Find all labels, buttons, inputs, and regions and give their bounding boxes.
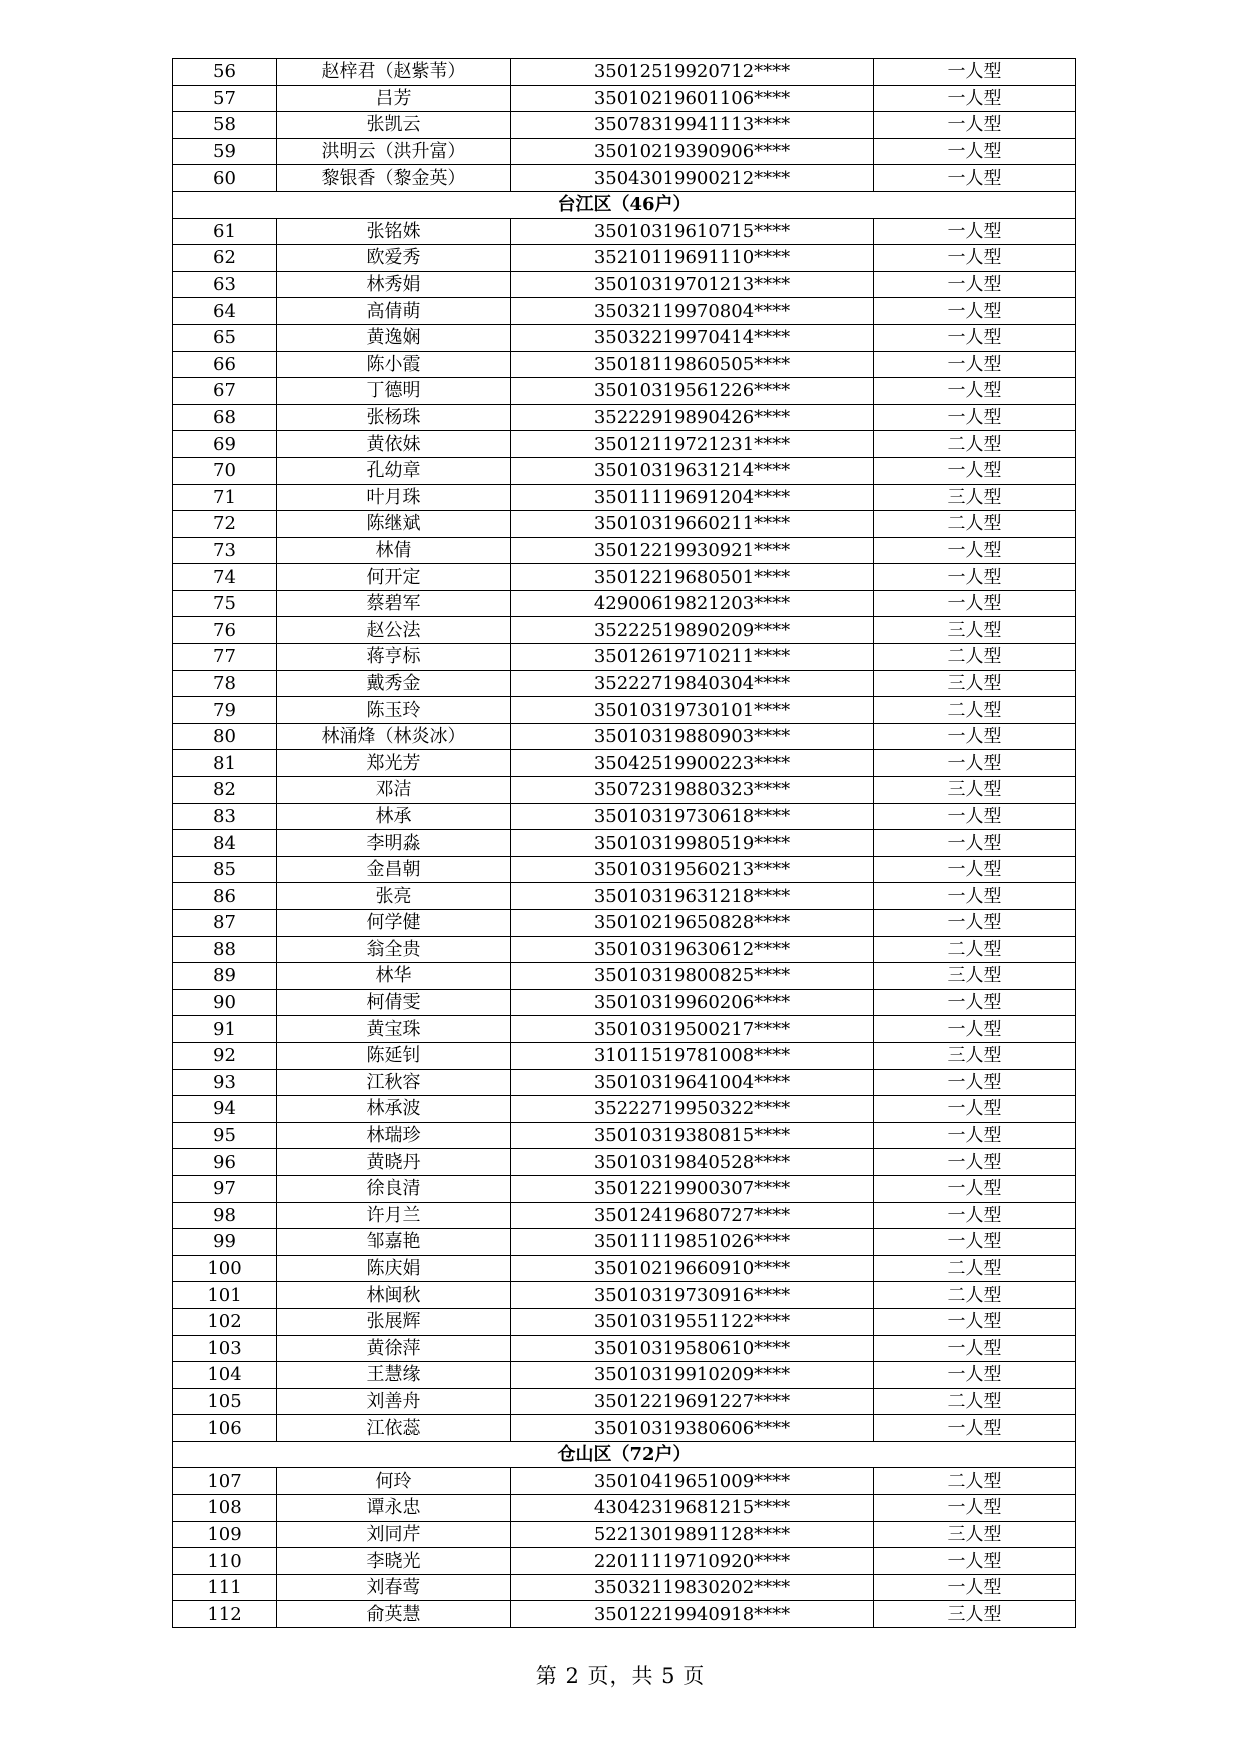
person-name: 俞英慧 — [277, 1601, 511, 1628]
person-name: 黄依妹 — [277, 431, 511, 458]
id-number: 52213019891128**** — [511, 1521, 874, 1548]
id-number: 35010319960206**** — [511, 989, 874, 1016]
table-row — [173, 511, 1076, 538]
person-name: 黎银香（黎金英） — [277, 165, 511, 192]
table-row — [173, 697, 1076, 724]
household-type: 二人型 — [874, 1468, 1076, 1495]
person-name: 金昌朝 — [277, 856, 511, 883]
row-number: 77 — [173, 644, 277, 671]
household-type: 一人型 — [874, 590, 1076, 617]
id-number: 42900619821203**** — [511, 590, 874, 617]
row-number: 90 — [173, 989, 277, 1016]
id-number: 35012519920712**** — [511, 59, 874, 86]
row-number: 65 — [173, 324, 277, 351]
id-number: 35010219601106**** — [511, 85, 874, 112]
household-type: 一人型 — [874, 1308, 1076, 1335]
id-number: 35012419680727**** — [511, 1202, 874, 1229]
household-type: 一人型 — [874, 883, 1076, 910]
household-table — [172, 58, 1076, 1628]
table-row — [173, 989, 1076, 1016]
id-number: 35012219691227**** — [511, 1388, 874, 1415]
id-number: 35042519900223**** — [511, 750, 874, 777]
id-number: 35010319380606**** — [511, 1415, 874, 1442]
household-type: 三人型 — [874, 484, 1076, 511]
table-row — [173, 830, 1076, 857]
table-row — [173, 1574, 1076, 1601]
row-number: 82 — [173, 777, 277, 804]
section-header-row — [173, 1441, 1076, 1468]
row-number: 67 — [173, 378, 277, 405]
person-name: 翁全贵 — [277, 936, 511, 963]
table-row — [173, 85, 1076, 112]
household-type: 二人型 — [874, 644, 1076, 671]
row-number: 59 — [173, 138, 277, 165]
table-row — [173, 670, 1076, 697]
row-number: 106 — [173, 1415, 277, 1442]
person-name: 吕芳 — [277, 85, 511, 112]
household-type: 一人型 — [874, 723, 1076, 750]
row-number: 57 — [173, 85, 277, 112]
person-name: 林瑞珍 — [277, 1122, 511, 1149]
person-name: 戴秀金 — [277, 670, 511, 697]
person-name: 谭永忠 — [277, 1495, 511, 1522]
household-table-body — [173, 59, 1076, 1628]
household-type: 一人型 — [874, 165, 1076, 192]
id-number: 35012219680501**** — [511, 564, 874, 591]
table-row — [173, 59, 1076, 86]
household-type: 一人型 — [874, 351, 1076, 378]
table-row — [173, 351, 1076, 378]
household-type: 一人型 — [874, 245, 1076, 272]
table-row — [173, 1548, 1076, 1575]
household-type: 一人型 — [874, 750, 1076, 777]
person-name: 林闽秋 — [277, 1282, 511, 1309]
person-name: 黄宝珠 — [277, 1016, 511, 1043]
household-type: 三人型 — [874, 1042, 1076, 1069]
household-type: 一人型 — [874, 803, 1076, 830]
row-number: 88 — [173, 936, 277, 963]
row-number: 83 — [173, 803, 277, 830]
id-number: 35012219940918**** — [511, 1601, 874, 1628]
row-number: 66 — [173, 351, 277, 378]
table-row — [173, 644, 1076, 671]
section-header-row — [173, 191, 1076, 218]
row-number: 69 — [173, 431, 277, 458]
row-number: 93 — [173, 1069, 277, 1096]
id-number: 35010219650828**** — [511, 910, 874, 937]
person-name: 陈庆娟 — [277, 1255, 511, 1282]
row-number: 104 — [173, 1362, 277, 1389]
household-type: 一人型 — [874, 1362, 1076, 1389]
household-type: 一人型 — [874, 1069, 1076, 1096]
id-number: 35043019900212**** — [511, 165, 874, 192]
id-number: 35010219660910**** — [511, 1255, 874, 1282]
id-number: 35010319880903**** — [511, 723, 874, 750]
household-type: 三人型 — [874, 617, 1076, 644]
id-number: 35032119970804**** — [511, 298, 874, 325]
table-row — [173, 856, 1076, 883]
table-row — [173, 112, 1076, 139]
row-number: 101 — [173, 1282, 277, 1309]
row-number: 68 — [173, 404, 277, 431]
person-name: 赵公法 — [277, 617, 511, 644]
row-number: 58 — [173, 112, 277, 139]
table-row — [173, 1468, 1076, 1495]
row-number: 62 — [173, 245, 277, 272]
person-name: 王慧缘 — [277, 1362, 511, 1389]
id-number: 35010319641004**** — [511, 1069, 874, 1096]
table-row — [173, 723, 1076, 750]
person-name: 何玲 — [277, 1468, 511, 1495]
id-number: 35010319980519**** — [511, 830, 874, 857]
id-number: 35010319910209**** — [511, 1362, 874, 1389]
person-name: 张凯云 — [277, 112, 511, 139]
id-number: 35010319580610**** — [511, 1335, 874, 1362]
id-number: 35078319941113**** — [511, 112, 874, 139]
person-name: 洪明云（洪升富） — [277, 138, 511, 165]
person-name: 蒋亨标 — [277, 644, 511, 671]
household-type: 一人型 — [874, 856, 1076, 883]
id-number: 35010319840528**** — [511, 1149, 874, 1176]
household-type: 一人型 — [874, 85, 1076, 112]
id-number: 35011119851026**** — [511, 1229, 874, 1256]
household-type: 一人型 — [874, 537, 1076, 564]
row-number: 76 — [173, 617, 277, 644]
household-type: 一人型 — [874, 1229, 1076, 1256]
person-name: 李晓光 — [277, 1548, 511, 1575]
table-row — [173, 777, 1076, 804]
id-number: 43042319681215**** — [511, 1495, 874, 1522]
id-number: 35222519890209**** — [511, 617, 874, 644]
row-number: 60 — [173, 165, 277, 192]
id-number: 35010319380815**** — [511, 1122, 874, 1149]
household-type: 一人型 — [874, 564, 1076, 591]
household-type: 一人型 — [874, 457, 1076, 484]
table-row — [173, 1362, 1076, 1389]
id-number: 31011519781008**** — [511, 1042, 874, 1069]
row-number: 100 — [173, 1255, 277, 1282]
person-name: 张亮 — [277, 883, 511, 910]
person-name: 蔡碧军 — [277, 590, 511, 617]
table-row — [173, 138, 1076, 165]
table-row — [173, 431, 1076, 458]
row-number: 72 — [173, 511, 277, 538]
table-row — [173, 1096, 1076, 1123]
id-number: 35032119830202**** — [511, 1574, 874, 1601]
table-row — [173, 1202, 1076, 1229]
row-number: 73 — [173, 537, 277, 564]
id-number: 35010319730101**** — [511, 697, 874, 724]
id-number: 35010319701213**** — [511, 271, 874, 298]
id-number: 35010319561226**** — [511, 378, 874, 405]
table-row — [173, 324, 1076, 351]
row-number: 110 — [173, 1548, 277, 1575]
person-name: 孔幼章 — [277, 457, 511, 484]
person-name: 林承波 — [277, 1096, 511, 1123]
person-name: 林倩 — [277, 537, 511, 564]
person-name: 陈玉玲 — [277, 697, 511, 724]
table-row — [173, 617, 1076, 644]
person-name: 刘春莺 — [277, 1574, 511, 1601]
row-number: 96 — [173, 1149, 277, 1176]
id-number: 35222719950322**** — [511, 1096, 874, 1123]
id-number: 35032219970414**** — [511, 324, 874, 351]
household-type: 二人型 — [874, 697, 1076, 724]
household-type: 一人型 — [874, 112, 1076, 139]
household-type: 一人型 — [874, 1335, 1076, 1362]
row-number: 74 — [173, 564, 277, 591]
person-name: 林涌烽（林炎冰） — [277, 723, 511, 750]
household-type: 二人型 — [874, 431, 1076, 458]
id-number: 35010319660211**** — [511, 511, 874, 538]
person-name: 张杨珠 — [277, 404, 511, 431]
person-name: 何开定 — [277, 564, 511, 591]
row-number: 98 — [173, 1202, 277, 1229]
person-name: 黄徐萍 — [277, 1335, 511, 1362]
row-number: 61 — [173, 218, 277, 245]
person-name: 刘善舟 — [277, 1388, 511, 1415]
person-name: 邓洁 — [277, 777, 511, 804]
table-row — [173, 1521, 1076, 1548]
row-number: 107 — [173, 1468, 277, 1495]
household-type: 一人型 — [874, 1175, 1076, 1202]
row-number: 95 — [173, 1122, 277, 1149]
row-number: 103 — [173, 1335, 277, 1362]
household-type: 一人型 — [874, 1122, 1076, 1149]
household-type: 一人型 — [874, 989, 1076, 1016]
id-number: 35072319880323**** — [511, 777, 874, 804]
person-name: 刘同芹 — [277, 1521, 511, 1548]
id-number: 35010319551122**** — [511, 1308, 874, 1335]
id-number: 35222919890426**** — [511, 404, 874, 431]
table-row — [173, 1308, 1076, 1335]
household-type: 一人型 — [874, 1149, 1076, 1176]
table-row — [173, 1255, 1076, 1282]
id-number: 35010319730916**** — [511, 1282, 874, 1309]
table-row — [173, 218, 1076, 245]
id-number: 35010419651009**** — [511, 1468, 874, 1495]
table-row — [173, 936, 1076, 963]
id-number: 35011119691204**** — [511, 484, 874, 511]
person-name: 李明淼 — [277, 830, 511, 857]
table-row — [173, 457, 1076, 484]
person-name: 丁德明 — [277, 378, 511, 405]
household-type: 一人型 — [874, 1574, 1076, 1601]
person-name: 黄逸娴 — [277, 324, 511, 351]
id-number: 35012219930921**** — [511, 537, 874, 564]
household-type: 三人型 — [874, 1521, 1076, 1548]
table-row — [173, 404, 1076, 431]
household-type: 一人型 — [874, 1495, 1076, 1522]
id-number: 22011119710920**** — [511, 1548, 874, 1575]
person-name: 何学健 — [277, 910, 511, 937]
table-row — [173, 245, 1076, 272]
row-number: 97 — [173, 1175, 277, 1202]
person-name: 张铭姝 — [277, 218, 511, 245]
id-number: 35010219390906**** — [511, 138, 874, 165]
table-row — [173, 1069, 1076, 1096]
table-row — [173, 1335, 1076, 1362]
person-name: 邹嘉艳 — [277, 1229, 511, 1256]
person-name: 江依蕊 — [277, 1415, 511, 1442]
table-row — [173, 1282, 1076, 1309]
row-number: 87 — [173, 910, 277, 937]
row-number: 70 — [173, 457, 277, 484]
row-number: 81 — [173, 750, 277, 777]
row-number: 92 — [173, 1042, 277, 1069]
person-name: 许月兰 — [277, 1202, 511, 1229]
table-row — [173, 1175, 1076, 1202]
row-number: 112 — [173, 1601, 277, 1628]
household-type: 一人型 — [874, 378, 1076, 405]
row-number: 85 — [173, 856, 277, 883]
household-type: 一人型 — [874, 1016, 1076, 1043]
table-row — [173, 165, 1076, 192]
id-number: 35222719840304**** — [511, 670, 874, 697]
row-number: 78 — [173, 670, 277, 697]
household-type: 一人型 — [874, 59, 1076, 86]
id-number: 35010319631218**** — [511, 883, 874, 910]
person-name: 张展辉 — [277, 1308, 511, 1335]
person-name: 陈继斌 — [277, 511, 511, 538]
id-number: 35010319631214**** — [511, 457, 874, 484]
row-number: 86 — [173, 883, 277, 910]
row-number: 109 — [173, 1521, 277, 1548]
table-row — [173, 963, 1076, 990]
row-number: 111 — [173, 1574, 277, 1601]
household-type: 一人型 — [874, 1415, 1076, 1442]
id-number: 35012619710211**** — [511, 644, 874, 671]
household-type: 二人型 — [874, 1255, 1076, 1282]
id-number: 35010319500217**** — [511, 1016, 874, 1043]
table-row — [173, 1601, 1076, 1628]
row-number: 71 — [173, 484, 277, 511]
household-type: 三人型 — [874, 1601, 1076, 1628]
table-row — [173, 564, 1076, 591]
table-row — [173, 1415, 1076, 1442]
person-name: 欧爱秀 — [277, 245, 511, 272]
table-row — [173, 1042, 1076, 1069]
id-number: 35018119860505**** — [511, 351, 874, 378]
household-type: 二人型 — [874, 1282, 1076, 1309]
household-type: 三人型 — [874, 777, 1076, 804]
table-row — [173, 1016, 1076, 1043]
table-row — [173, 298, 1076, 325]
household-type: 一人型 — [874, 1548, 1076, 1575]
row-number: 105 — [173, 1388, 277, 1415]
table-row — [173, 1149, 1076, 1176]
row-number: 94 — [173, 1096, 277, 1123]
table-row — [173, 1122, 1076, 1149]
table-row — [173, 537, 1076, 564]
household-type: 一人型 — [874, 218, 1076, 245]
household-type: 二人型 — [874, 1388, 1076, 1415]
id-number: 35012119721231**** — [511, 431, 874, 458]
id-number: 35010319560213**** — [511, 856, 874, 883]
person-name: 赵梓君（赵紫苇） — [277, 59, 511, 86]
person-name: 林承 — [277, 803, 511, 830]
person-name: 郑光芳 — [277, 750, 511, 777]
id-number: 35012219900307**** — [511, 1175, 874, 1202]
section-title: 台江区（46户） — [173, 191, 1076, 218]
row-number: 89 — [173, 963, 277, 990]
row-number: 102 — [173, 1308, 277, 1335]
household-type: 一人型 — [874, 298, 1076, 325]
row-number: 63 — [173, 271, 277, 298]
page-footer: 第 2 页，共 5 页 — [535, 1664, 706, 1688]
table-row — [173, 910, 1076, 937]
household-type: 二人型 — [874, 511, 1076, 538]
table-row — [173, 1229, 1076, 1256]
person-name: 高倩萌 — [277, 298, 511, 325]
row-number: 56 — [173, 59, 277, 86]
table-row — [173, 1495, 1076, 1522]
table-row — [173, 883, 1076, 910]
household-type: 一人型 — [874, 138, 1076, 165]
household-type: 三人型 — [874, 670, 1076, 697]
household-type: 一人型 — [874, 271, 1076, 298]
household-type: 一人型 — [874, 910, 1076, 937]
person-name: 叶月珠 — [277, 484, 511, 511]
person-name: 陈延钊 — [277, 1042, 511, 1069]
table-row — [173, 803, 1076, 830]
table-row — [173, 1388, 1076, 1415]
household-type: 一人型 — [874, 830, 1076, 857]
household-type: 一人型 — [874, 1202, 1076, 1229]
household-type: 二人型 — [874, 936, 1076, 963]
person-name: 陈小霞 — [277, 351, 511, 378]
row-number: 64 — [173, 298, 277, 325]
table-row — [173, 378, 1076, 405]
household-type: 一人型 — [874, 1096, 1076, 1123]
row-number: 80 — [173, 723, 277, 750]
row-number: 91 — [173, 1016, 277, 1043]
row-number: 79 — [173, 697, 277, 724]
table-row — [173, 271, 1076, 298]
row-number: 75 — [173, 590, 277, 617]
person-name: 黄晓丹 — [277, 1149, 511, 1176]
person-name: 徐良清 — [277, 1175, 511, 1202]
id-number: 35010319630612**** — [511, 936, 874, 963]
table-row — [173, 484, 1076, 511]
table-row — [173, 590, 1076, 617]
id-number: 35010319800825**** — [511, 963, 874, 990]
household-type: 三人型 — [874, 963, 1076, 990]
id-number: 35210119691110**** — [511, 245, 874, 272]
person-name: 林华 — [277, 963, 511, 990]
table-row — [173, 750, 1076, 777]
row-number: 108 — [173, 1495, 277, 1522]
person-name: 林秀娟 — [277, 271, 511, 298]
id-number: 35010319730618**** — [511, 803, 874, 830]
id-number: 35010319610715**** — [511, 218, 874, 245]
section-title: 仓山区（72户） — [173, 1441, 1076, 1468]
person-name: 江秋容 — [277, 1069, 511, 1096]
row-number: 99 — [173, 1229, 277, 1256]
row-number: 84 — [173, 830, 277, 857]
household-type: 一人型 — [874, 324, 1076, 351]
household-type: 一人型 — [874, 404, 1076, 431]
person-name: 柯倩雯 — [277, 989, 511, 1016]
